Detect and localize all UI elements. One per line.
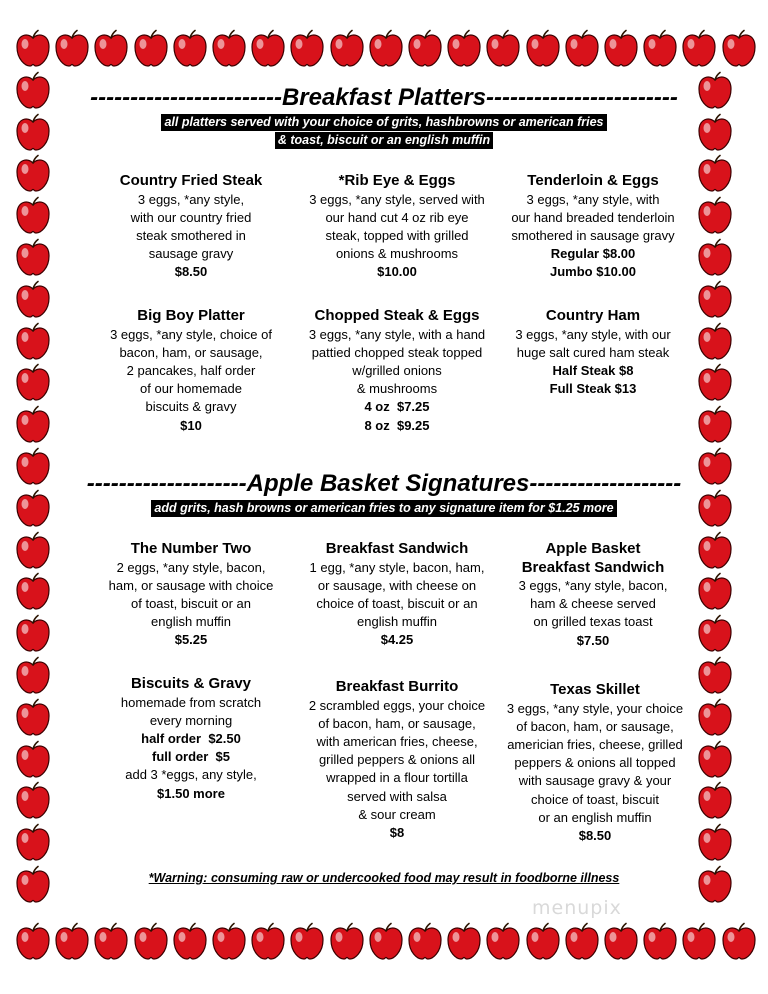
menu-item-chopped-steak <box>292 307 502 435</box>
item-desc-line: 3 eggs, *any style, bacon, <box>518 578 668 593</box>
apple-icon <box>525 29 561 67</box>
apple-icon <box>289 29 325 67</box>
apple-icon <box>697 656 733 694</box>
apple-icon <box>250 922 286 960</box>
apple-icon <box>697 322 733 360</box>
apple-icon <box>289 922 325 960</box>
apple-icon <box>250 29 286 67</box>
item-name: Breakfast Burrito <box>335 678 459 695</box>
item-name-line1: Apple Basket <box>545 540 641 557</box>
apple-icon <box>697 531 733 569</box>
apple-icon <box>172 922 208 960</box>
item-desc-line: 3 eggs, *any style, <box>137 191 245 207</box>
apple-icon <box>681 29 717 67</box>
apple-icon <box>697 154 733 192</box>
apple-icon <box>93 922 129 960</box>
apple-icon <box>564 29 600 67</box>
apple-icon <box>697 823 733 861</box>
item-name: The Number Two <box>130 540 252 557</box>
menu-item-biscuits-gravy <box>91 675 291 803</box>
item-desc-line: with sausage gravy & your <box>518 773 672 789</box>
breakfast-platters-title: ------------------------Breakfast Platters------------------------ <box>90 84 678 111</box>
item-addon-text: add 3 *eggs, any style, <box>125 767 257 783</box>
apple-icon <box>15 740 51 778</box>
apple-icon <box>697 280 733 318</box>
apple-icon <box>54 29 90 67</box>
item-desc-line: 2 pancakes, half order <box>126 362 256 378</box>
item-desc-line: english muffin <box>357 614 437 630</box>
apple-icon <box>15 238 51 276</box>
item-price: $8.50 <box>578 827 612 843</box>
item-desc-line: ham, or sausage with choice <box>108 577 274 593</box>
item-desc-line: steak, topped with grilled <box>325 227 469 243</box>
item-desc-line: 3 eggs, *any style, served with <box>309 191 485 207</box>
item-desc-line: sausage gravy <box>148 246 234 262</box>
item-desc-line: huge salt cured ham steak <box>516 344 670 360</box>
menu-item-breakfast-sandwich <box>292 540 502 650</box>
item-desc-line: 3 eggs, *any style, with <box>526 191 660 207</box>
item-desc-line: 2 scrambled eggs, your choice <box>308 697 486 713</box>
apple-icon <box>211 29 247 67</box>
apple-icon <box>446 29 482 67</box>
apple-icon <box>15 922 51 960</box>
apple-icon <box>15 614 51 652</box>
menu-item-big-boy-platter <box>91 307 291 435</box>
menu-item-rib-eye <box>292 172 502 282</box>
apple-icon <box>603 922 639 960</box>
item-desc-line: wrapped in a flour tortilla <box>326 770 468 786</box>
item-desc-line: 2 eggs, *any style, bacon, <box>116 559 266 575</box>
item-price-jumbo: Jumbo $10.00 <box>550 264 636 280</box>
apple-icon <box>642 29 678 67</box>
apple-icon <box>697 572 733 610</box>
item-price: $8 <box>389 824 405 840</box>
apple-icon <box>329 922 365 960</box>
item-desc-line: peppers & onions all topped <box>514 755 676 771</box>
item-desc-line: 3 eggs, *any style, with a hand <box>308 326 486 342</box>
apple-icon <box>15 572 51 610</box>
item-name: Chopped Steak & Eggs <box>314 307 480 324</box>
item-desc-line: & sour cream <box>358 806 436 822</box>
apple-icon <box>15 531 51 569</box>
platters-banner-line2: & toast, biscuit or an english muffin <box>0 131 768 149</box>
item-name: Texas Skillet <box>550 681 640 698</box>
menu-item-tenderloin <box>493 172 693 282</box>
apple-icon <box>15 280 51 318</box>
apple-icon <box>15 196 51 234</box>
apple-basket-signatures-title: --------------------Apple Basket Signatures------------------- <box>86 470 682 497</box>
raw-food-warning: *Warning: consuming raw or undercooked food may result in foodborne illness <box>148 871 620 885</box>
apple-icon <box>697 196 733 234</box>
signatures-banner: add grits, hash browns or american fries to any signature item for $1.25 more <box>0 499 768 517</box>
item-desc-line: on grilled texas toast <box>533 614 653 630</box>
item-desc-line: homemade from scratch <box>120 694 262 710</box>
menu-item-number-two <box>91 540 291 650</box>
menu-item-apple-basket-sandwich <box>493 540 693 650</box>
apple-icon <box>697 238 733 276</box>
item-desc-line: served with salsa <box>347 788 447 804</box>
item-desc-line: grilled peppers & onions all <box>318 752 476 768</box>
apple-icon <box>211 922 247 960</box>
apple-icon <box>172 29 208 67</box>
apple-icon <box>15 781 51 819</box>
item-addon-price: $1.50 more <box>157 785 225 801</box>
apple-icon <box>697 740 733 778</box>
item-desc-line: 1 egg, *any style, bacon, ham, <box>309 559 485 575</box>
apple-icon <box>697 781 733 819</box>
apple-icon <box>133 922 169 960</box>
item-name: Country Ham <box>545 307 641 324</box>
item-price-4oz: 4 oz $7.25 <box>364 399 430 415</box>
item-desc-line: or an english muffin <box>538 809 652 825</box>
item-name: *Rib Eye & Eggs <box>338 172 456 189</box>
menu-item-texas-skillet <box>493 681 697 845</box>
item-name-line2: Breakfast Sandwich <box>521 558 665 576</box>
item-price-full: Full Steak $13 <box>549 381 637 397</box>
item-price-full: full order $5 <box>151 749 231 765</box>
apple-icon <box>697 363 733 401</box>
apple-icon <box>15 363 51 401</box>
apple-icon <box>697 614 733 652</box>
apple-icon <box>368 922 404 960</box>
item-price: $4.25 <box>380 632 414 648</box>
apple-icon <box>15 29 51 67</box>
apple-icon <box>329 29 365 67</box>
menupix-watermark: menupix <box>532 897 622 919</box>
apple-icon <box>15 698 51 736</box>
item-desc-line: & mushrooms <box>356 381 438 397</box>
item-price-half: half order $2.50 <box>141 730 241 746</box>
item-price: $10 <box>180 417 202 433</box>
item-name: Country Fried Steak <box>119 172 263 189</box>
item-desc-line: our hand breaded tenderloin <box>511 209 675 225</box>
item-desc-line: pattied chopped steak topped <box>311 344 483 360</box>
item-desc-line: americian fries, cheese, grilled <box>507 736 683 752</box>
apple-icon <box>368 29 404 67</box>
apple-icon <box>15 405 51 443</box>
apple-icon <box>93 29 129 67</box>
item-desc-line: bacon, ham, or sausage, <box>119 344 263 360</box>
apple-icon <box>15 154 51 192</box>
item-desc-line: with our country fried <box>130 209 252 225</box>
item-desc-line: english muffin <box>151 614 231 630</box>
item-desc-line: ham & cheese served <box>530 596 656 612</box>
item-desc-line: of our homemade <box>140 381 242 397</box>
item-name: Biscuits & Gravy <box>130 675 252 692</box>
apple-icon <box>485 922 521 960</box>
item-price: $7.50 <box>576 632 610 648</box>
item-name: Breakfast Sandwich <box>325 540 469 557</box>
item-desc-line: 3 eggs, *any style, your choice <box>506 700 684 716</box>
apple-icon <box>15 823 51 861</box>
item-price-regular: Regular $8.00 <box>550 246 636 262</box>
apple-icon <box>603 29 639 67</box>
apple-icon <box>133 29 169 67</box>
item-desc-line: smothered in sausage gravy <box>511 227 675 243</box>
item-desc-line: our hand cut 4 oz rib eye <box>325 209 469 225</box>
platters-banner-line1: all platters served with your choice of grits, hashbrowns or american fries <box>0 113 768 131</box>
item-price-8oz: 8 oz $9.25 <box>364 417 430 433</box>
item-desc-line: w/grilled onions <box>352 362 442 378</box>
apple-icon <box>407 922 443 960</box>
item-desc-line: every morning <box>149 712 233 728</box>
apple-icon <box>485 29 521 67</box>
item-desc-line: of bacon, ham, or sausage, <box>318 715 476 731</box>
apple-icon <box>721 922 757 960</box>
menu-item-breakfast-burrito <box>292 678 502 842</box>
item-desc-line: with american fries, cheese, <box>316 733 478 749</box>
item-desc-line: of toast, biscuit or an <box>131 595 251 611</box>
item-price: $8.50 <box>174 264 208 280</box>
item-price-half: Half Steak $8 <box>552 362 634 378</box>
menu-item-country-fried-steak <box>91 172 291 282</box>
item-desc-line: or sausage, with cheese on <box>317 577 477 593</box>
item-desc-line: 3 eggs, *any style, with our <box>515 326 671 342</box>
apple-icon <box>446 922 482 960</box>
apple-icon <box>15 656 51 694</box>
item-desc-line: steak smothered in <box>136 227 246 243</box>
apple-icon <box>642 922 678 960</box>
menu-item-country-ham <box>493 307 693 398</box>
item-name: Tenderloin & Eggs <box>527 172 659 189</box>
apple-icon <box>697 698 733 736</box>
apple-icon <box>697 405 733 443</box>
apple-icon <box>564 922 600 960</box>
apple-icon <box>407 29 443 67</box>
apple-icon <box>54 922 90 960</box>
item-name: Big Boy Platter <box>137 307 245 324</box>
apple-icon <box>681 922 717 960</box>
item-desc-line: of bacon, ham, or sausage, <box>516 718 674 734</box>
item-desc-line: biscuits & gravy <box>145 399 237 415</box>
apple-icon <box>15 322 51 360</box>
apple-icon <box>721 29 757 67</box>
item-desc-line: 3 eggs, *any style, choice of <box>110 326 272 342</box>
item-desc-line: onions & mushrooms <box>335 246 459 262</box>
item-desc-line: choice of toast, biscuit or an <box>316 595 478 611</box>
apple-icon <box>525 922 561 960</box>
item-price: $5.25 <box>174 632 208 648</box>
item-desc-line: choice of toast, biscuit <box>531 791 659 807</box>
item-price: $10.00 <box>377 264 417 280</box>
